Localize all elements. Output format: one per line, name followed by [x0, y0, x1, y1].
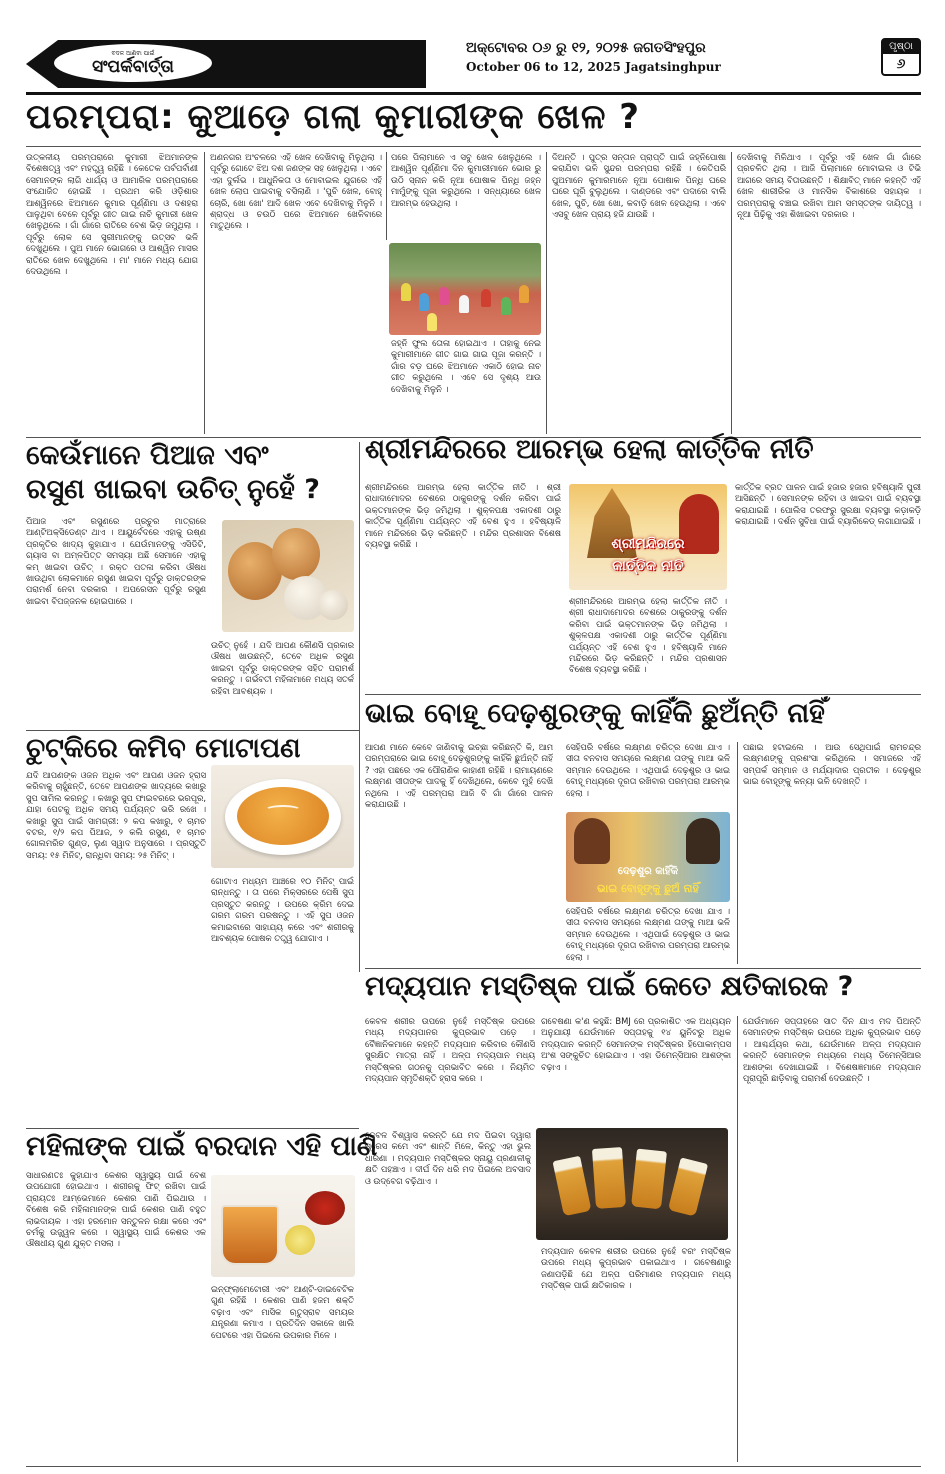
dateline-odia: ଅକ୍ଟୋବର ୦୬ ରୁ ୧୨, ୨୦୨୫ ଜଗତସିଂହପୁର	[466, 40, 706, 56]
madya-article-col3: ଯେଉଁମାନେ ସପ୍ତାହରେ ସାତ ଦିନ ଯାଏ ମଦ ପିଅନ୍ତି ସେମାନଙ୍କ ମସ୍ତିଷ୍କ ଉପରେ ଅଧିକ କୁପ୍ରଭାବ ପଡ଼େ । ଆଶ୍ଚର୍ଯ୍ୟର କଥା, ଯେଉଁମାନେ ଅଳ୍ପ ମଦ୍ୟପାନ କରନ୍ତି ସେମାନଙ୍କ ମଧ୍ୟରେ ମଧ୍ୟ ଡିମେନ୍ସିଆର ଆଶଙ୍କା ଦେଖାଯାଇଛି । ବିଶେଷଜ୍ଞମାନେ ମଦ୍ୟପାନ ପୂରାପୂରି ଛାଡ଼ିବାକୁ ପରାମର୍ଶ ଦେଉଛନ୍ତି ।	[743, 1016, 921, 1084]
main-article-col3b: ଜହ୍ନି ଫୁଲ ତୋଳା ହୋଇଥାଏ । ତାହାକୁ ନେଇ କୁମାରୀମାନେ ଗୀତ ଗାଇ ଗାଇ ପୂଜା କରନ୍ତି । ଗାଁର ବଡ଼ ଘରେ ଝିଅମାନେ ଏକାଠି ହୋଇ ନାଚ ଗୀତ କରୁଥିଲେ । ଏବେ ସେ ଦୃଶ୍ୟ ଆଉ ଦେଖିବାକୁ ମିଳୁନି ।	[391, 338, 541, 394]
dateline-english: October 06 to 12, 2025 Jagatsinghpur	[466, 60, 721, 74]
chutki-article-col2: ଗୋଟାଏ ମଧ୍ୟମ ଆଞ୍ଚରେ ୧୦ ମିନିଟ୍ ପାଇଁ ରାନ୍ଧନ୍ତୁ । ତା ପରେ ମିକ୍ସରରେ ପେଷି ସୁପ ପ୍ରସ୍ତୁତ କରନ୍ତୁ । ଉପରେ କ୍ରିମ ଦେଇ ଗରମ ଗରମ ପରଷନ୍ତୁ । ଏହି ସୁପ ଓଜନ କମାଇବାରେ ସାହାଯ୍ୟ କରେ ଏବଂ ଶରୀରକୁ ଆବଶ୍ୟକ ପୋଷକ ତତ୍ତ୍ୱ ଯୋଗାଏ ।	[211, 876, 354, 944]
column-divider	[737, 1016, 738, 1462]
masthead-rule	[26, 92, 921, 95]
mahila-headline: ମହିଳାଙ୍କ ପାଇଁ ବରଦାନ ଏହି ପାଣି	[26, 1131, 378, 1162]
temple-article-col1: ଶ୍ରୀମନ୍ଦିରରେ ଆରମ୍ଭ ହେଲା କାର୍ତ୍ତିକ ନୀତି । ଶ୍ରୀ ରାଧାଦାମୋଦର ବେଶରେ ଠାକୁରଙ୍କୁ ଦର୍ଶନ କରିବା ପାଇଁ ଭକ୍ତମାନଙ୍କ ଭିଡ଼ ଜମିଥିଲା । ଶୁକ୍ଳପକ୍ଷ ଏକାଦଶୀ ଠାରୁ କାର୍ତ୍ତିକ ପୂର୍ଣ୍ଣିମା ପର୍ଯ୍ୟନ୍ତ ଏହି ବେଶ ହୁଏ । ହବିଷ୍ୟାଳି ମାନେ ମନ୍ଦିରରେ ଭିଡ଼ କରିଛନ୍ତି । ମନ୍ଦିର ପ୍ରଶାସନ ବିଶେଷ ବ୍ୟବସ୍ଥା କରିଛି ।	[365, 482, 561, 550]
mahila-article-col1: ସାଧାରଣତଃ କୁହାଯାଏ କେଶର ସ୍ୱାସ୍ଥ୍ୟ ପାଇଁ ବେଶ ଉପଯୋଗୀ ହୋଇଥାଏ । ଶରୀରକୁ ଫିଟ୍ ରଖିବା ପାଇଁ ପ୍ରାୟତଃ ଆମ୍ଭେମାନେ କେଶର ପାଣି ପିଇଥାଉ । ବିଶେଷ କରି ମହିଳାମାନଙ୍କ ପାଇଁ କେଶର ପାଣି ବହୁତ ଲାଭଦାୟକ । ଏହା ହରମୋନ ସନ୍ତୁଳନ ରକ୍ଷା କରେ ଏବଂ ଚର୍ମକୁ ଉଜ୍ଜ୍ୱଳ କରେ । ସ୍ୱାସ୍ଥ୍ୟ ପାଇଁ କେଶର ଏକ ଔଷଧୀୟ ଗୁଣ ଯୁକ୍ତ ମସଲା ।	[26, 1170, 206, 1249]
madya-article-col2b: ମଦ୍ୟପାନ କେବଳ ଶରୀର ଉପରେ ନୁହେଁ ବରଂ ମସ୍ତିଷ୍କ ଉପରେ ମଧ୍ୟ କୁପ୍ରଭାବ ପକାଇଥାଏ । ଗବେଷଣାରୁ ଜଣାପଡ଼ିଛି ଯେ ଅଳ୍ପ ପରିମାଣର ମଦ୍ୟପାନ ମଧ୍ୟ ମସ୍ତିଷ୍କ ପାଇଁ କ୍ଷତିକାରକ ।	[541, 1246, 731, 1291]
dateline	[466, 40, 826, 74]
newspaper-name: ସଂପର୍କବାର୍ତ୍ତା	[92, 56, 174, 77]
bhai-article-col1: ଆପଣ ମାନେ କେବେ ଜାଣିବାକୁ ଇଚ୍ଛା କରିଛନ୍ତି କି, ଆମ ପରମ୍ପରାରେ ଭାଇ ବୋହୂ ଦେଢ଼ଶୁରଙ୍କୁ କାହିଁକି ଛୁଅଁନ୍ତି ନାହିଁ ? ଏହା ପଛରେ ଏକ ପୌରାଣିକ କାହାଣୀ ରହିଛି । ରାମାୟଣରେ ଲକ୍ଷ୍ମଣ ସୀତାଙ୍କ ପାଦକୁ ହିଁ ଦେଖିଥିଲେ, କେବେ ମୁହଁ ଦେଖି ନଥିଲେ । ଏହି ପରମ୍ପରା ଆଜି ବି ଗାଁ ଗାଁରେ ପାଳନ କରାଯାଉଛି ।	[365, 742, 553, 810]
chutki-article-col1: ଯଦି ଆପଣଙ୍କ ଓଜନ ଅଧିକ ଏବଂ ଆପଣ ଓଜନ ହ୍ରାସ କରିବାକୁ ଚାହୁଁଛନ୍ତି, ତେବେ ଆପଣଙ୍କ ଖାଦ୍ୟରେ କଖାରୁ ସୁପ ସାମିଲ କରନ୍ତୁ । କଖାରୁ ସୁପ ଫାଇବରରେ ଭରପୂର, ଯାହା ପେଟକୁ ଅଧିକ ସମୟ ପର୍ଯ୍ୟନ୍ତ ଭରି ରଖେ । କଖାରୁ ସୁପ ପାଇଁ ସାମଗ୍ରୀ: ୨ କପ କଖାରୁ, ୧ ଚାମଚ ବଟର, ୧/୨ କପ ପିଆଜ, ୨ କଲି ରସୁଣ, ୧ ଚାମଚ ଗୋଲମରିଚ ଗୁଣ୍ଡ, ଲୁଣ ସ୍ୱାଦ ଅନୁସାରେ । ପ୍ରସ୍ତୁତି ସମୟ: ୧୫ ମିନିଟ୍, ରାନ୍ଧିବା ସମୟ: ୨୫ ମିନିଟ୍ ।	[26, 770, 206, 860]
temple-caption-line1: ଶ୍ରୀମନ୍ଦିରରେ	[611, 536, 685, 552]
headline-rule	[26, 146, 921, 147]
madya-article-col2: ଗବେଷଣା କ'ଣ କହୁଛି: BMJ ରେ ପ୍ରକାଶିତ ଏକ ଅଧ୍ୟୟନ ଅନୁଯାୟୀ ଯେଉଁମାନେ ସପ୍ତାହକୁ ୧୪ ୟୁନିଟରୁ ଅଧିକ ମଦ୍ୟପାନ କରନ୍ତି ସେମାନଙ୍କ ମସ୍ତିଷ୍କର ହିପୋକାମ୍ପସ ଅଂଶ ସଙ୍କୁଚିତ ହୋଇଯାଏ । ଏହା ଡିମେନ୍ସିଆର ଆଶଙ୍କା ବଢ଼ାଏ ।	[541, 1016, 731, 1072]
mahila-article-col2: ଇନ୍‌ଫ୍ଲାମେଟୋରୀ ଏବଂ ଆଣ୍ଟି-ଡାଇବେଟିକ ଗୁଣ ରହିଛି । କେଶର ପାଣି ହଜମ ଶକ୍ତି ବଢ଼ାଏ ଏବଂ ମାସିକ ଋତୁସ୍ରାବ ସମୟର ଯନ୍ତ୍ରଣା କମାଏ । ପ୍ରତିଦିନ ସକାଳେ ଖାଲି ପେଟରେ ଏହା ପିଇଲେ ଉପକାର ମିଳେ ।	[211, 1284, 354, 1340]
newspaper-logo	[54, 44, 212, 82]
temple-article-col2: କାର୍ତ୍ତିକ ବ୍ରତ ପାଳନ ପାଇଁ ହଜାର ହଜାର ହବିଷ୍ୟାଳି ପୁରୀ ଆସିଛନ୍ତି । ସେମାନଙ୍କ ରହିବା ଓ ଖାଇବା ପାଇଁ ବ୍ୟବସ୍ଥା କରାଯାଇଛି । ପୋଲିସ ତରଫରୁ ସୁରକ୍ଷା ବ୍ୟବସ୍ଥା କଡ଼ାକଡ଼ି କରାଯାଇଛି । ଦର୍ଶନ ସୁବିଧା ପାଇଁ ବ୍ୟାରିକେଡ୍ ଲଗାଯାଇଛି ।	[735, 482, 921, 527]
temple-headline: ଶ୍ରୀମନ୍ଦିରରେ ଆରମ୍ଭ ହେଲା କାର୍ତ୍ତିକ ନୀତି	[365, 434, 814, 465]
temple-article-col1-cont: ଶ୍ରୀମନ୍ଦିରରେ ଆରମ୍ଭ ହେଲା କାର୍ତ୍ତିକ ନୀତି । ଶ୍ରୀ ରାଧାଦାମୋଦର ବେଶରେ ଠାକୁରଙ୍କୁ ଦର୍ଶନ କରିବା ପାଇଁ ଭକ୍ତମାନଙ୍କ ଭିଡ଼ ଜମିଥିଲା । ଶୁକ୍ଳପକ୍ଷ ଏକାଦଶୀ ଠାରୁ କାର୍ତ୍ତିକ ପୂର୍ଣ୍ଣିମା ପର୍ଯ୍ୟନ୍ତ ଏହି ବେଶ ହୁଏ । ହବିଷ୍ୟାଳି ମାନେ ମନ୍ଦିରରେ ଭିଡ଼ କରିଛନ୍ତି । ମନ୍ଦିର ପ୍ରଶାସନ ବିଶେଷ ବ୍ୟବସ୍ଥା କରିଛି ।	[569, 596, 727, 675]
section-rule	[26, 1128, 359, 1129]
page-number: ୬	[896, 56, 906, 72]
onion-garlic-photo	[222, 520, 354, 632]
column-divider	[204, 152, 205, 434]
saffron-water-photo	[211, 1175, 355, 1277]
column-divider	[359, 442, 360, 972]
bhai-article-col2-cont: ସେହିପରି ବର୍ଷରେ ଲକ୍ଷ୍ମଣ ଚରିତ୍ର ଦେଖା ଯାଏ । ସୀତା ବନବାସ ସମୟରେ ଲକ୍ଷ୍ମଣ ତାଙ୍କୁ ମାଆ ଭଳି ସମ୍ମାନ ଦେଉଥିଲେ । ଏଥିପାଇଁ ଦେଢ଼ଶୁର ଓ ଭାଇ ବୋହୂ ମଧ୍ୟରେ ଦୂରତା ରଖିବାର ପରମ୍ପରା ଆରମ୍ଭ ହେଲା ।	[566, 906, 730, 962]
section-rule	[26, 730, 359, 731]
temple-photo	[569, 484, 727, 590]
chutki-headline: ଚୁଟ୍‌କିରେ କମିବ ମୋଟାପଣ	[26, 733, 301, 764]
onion-headline-line2: ରସୁଣ ଖାଇବା ଉଚିତ୍ ନୁହେଁ ?	[26, 474, 320, 505]
page-label: ପୃଷ୍ଠା	[883, 40, 919, 54]
temple-caption-line2: କାର୍ତ୍ତିକ ନୀତି	[612, 558, 684, 574]
bhai-caption-line1: ଦେଢ଼ଶୁର କାହିଁକି	[617, 866, 679, 877]
column-divider	[546, 152, 547, 434]
pumpkin-soup-photo	[211, 765, 354, 868]
main-article-col2: ଅଣନଗର ଅଂଚଳରେ ଏହି ଖେଳ ଦେଖିବାକୁ ମିଳୁଥିଲା । ପୂର୍ବରୁ ଗୋଟେ ଝିଅ ଦଶ ଜଣଙ୍କ ସହ ଖେଳୁଥିଲା । ଏବେ ଏହା ଦୁର୍ଲଭ । ଆଧୁନିକତା ଓ ମୋବାଇଲ ଯୁଗରେ ଏହି ଖେଳ ଲୋପ ପାଇବାକୁ ବସିଲାଣି । 'ପୁଚି ଖେଳ, ବୋହୂ ଚୋରି, ଖୋ ଖୋ' ଆଦି ଖେଳ ଏବେ ଦେଖିବାକୁ ମିଳୁନି । ଶ୍ରାଦ୍ଧ ଓ ଚଉଠି ପରେ ଝିଅମାନେ ଖେଳିବାରେ ମାତୁଥିଲେ ।	[210, 152, 382, 231]
masthead-tagline: ବଦଳ ଆଣିବା ପାଇଁ	[111, 49, 155, 57]
bhai-article-col3: ପଛାଇ ହଟାଇଲେ । ଆଉ ସେଥିପାଇଁ ରାମଚନ୍ଦ୍ର ଲକ୍ଷ୍ମଣଙ୍କୁ ପ୍ରଶଂସା କରିଥିଲେ । ସମାଜରେ ଏହି ସମ୍ପର୍କ ସମ୍ମାନ ଓ ମର୍ଯ୍ୟାଦାର ପ୍ରତୀକ । ଦେଢ଼ଶୁର ଭାଇ ବୋହୂଙ୍କୁ କନ୍ୟା ଭଳି ଦେଖନ୍ତି ।	[743, 742, 921, 787]
beer-glasses-photo	[536, 1128, 728, 1240]
bhai-article-col2: ସେହିପରି ବର୍ଷରେ ଲକ୍ଷ୍ମଣ ଚରିତ୍ର ଦେଖା ଯାଏ । ସୀତା ବନବାସ ସମୟରେ ଲକ୍ଷ୍ମଣ ତାଙ୍କୁ ମାଆ ଭଳି ସମ୍ମାନ ଦେଉଥିଲେ । ଏଥିପାଇଁ ଦେଢ଼ଶୁର ଓ ଭାଇ ବୋହୂ ମଧ୍ୟରେ ଦୂରତା ରଖିବାର ପରମ୍ପରା ଆରମ୍ଭ ହେଲା ।	[566, 742, 730, 798]
main-article-col3: ପରେ ପିଲାମାନେ ଏ ସବୁ ଖେଳ ଖେଳୁଥିଲେ । ଆଶ୍ୱିନ ପୂର୍ଣ୍ଣିମା ଦିନ କୁମାରୀମାନେ ଭୋର ରୁ ଉଠି ସ୍ନାନ କରି ନୂଆ ପୋଷାକ ପିନ୍ଧି ଜହ୍ନ ମାମୁଁଙ୍କୁ ପୂଜା କରୁଥିଲେ । ସନ୍ଧ୍ୟାରେ ଖେଳ ଆରମ୍ଭ ହେଉଥିଲା ।	[391, 152, 541, 208]
page-bottom-rule	[26, 1466, 921, 1467]
main-headline: ପରମ୍ପରା: କୁଆଡ଼େ ଗଲା କୁମାରୀଙ୍କ ଖେଳ ?	[26, 97, 640, 137]
main-article-col1: ଉତ୍କଳୀୟ ପରମ୍ପରାରେ କୁମାରୀ ଝିଅମାନଙ୍କ ବିଶେଷତ୍ୱ ଏବଂ ମହତ୍ତ୍ୱ ରହିଛି । କେତେକ ପର୍ବପର୍ବାଣୀ ସେମାନଙ୍କ ଲାଗି ଧାର୍ଯ୍ୟ ଓ ଆମାରିକ ପରମ୍ପରାରେ ସଂଯୋଜିତ ହୋଇଛି । ପ୍ରଥମ କରି ଓଡ଼ିଶାର ଆଶ୍ୱିନରେ ଝିଅମାନେ କୁମାର ପୂର୍ଣ୍ଣିମା ଓ ଦଶହରା ପାଳୁଥିବା ବେଳେ ପୂର୍ବରୁ ଗୀତ ଗାଇ ନାଚି କୁମାରୀ ଖେଳ ଖେଳୁଥିଲେ । ଗାଁ ଗାଁରେ ରାତିରେ ବେଶ ଭିଡ଼ ଜମୁଥିଲା । ପୂର୍ବରୁ ଲୋକ ସେ ସ୍ତ୍ରୀମାନଙ୍କୁ ଉତ୍ସବ ଭଳି ଦେଖୁଥିଲେ । ପୁଅ ମାନେ ଭୋଗରେ ଓ ଆଶ୍ୱିନ ମାସର ରାତିରେ ଖେଳ ଦେଖୁଥିଲେ । ମା' ମାନେ ମଧ୍ୟ ଯୋଗ ଦେଉଥିଲେ ।	[26, 152, 198, 277]
section-rule	[365, 694, 921, 695]
section-rule	[365, 968, 921, 969]
madya-article-col1: କେବଳ ଶରୀର ଉପରେ ନୁହେଁ ମସ୍ତିଷ୍କ ଉପରେ ମଧ୍ୟ ମଦ୍ୟପାନର କୁପ୍ରଭାବ ପଡ଼େ । ବୈଜ୍ଞାନିକମାନେ କହନ୍ତି ମଦ୍ୟପାନ କରିବାର କୌଣସି ସୁରକ୍ଷିତ ମାତ୍ରା ନାହିଁ । ଅଳ୍ପ ମଦ୍ୟପାନ ମଧ୍ୟ ମସ୍ତିଷ୍କର ଗଠନକୁ ପ୍ରଭାବିତ କରେ । ନିୟମିତ ମଦ୍ୟପାନ ସ୍ମୃତିଶକ୍ତି ହ୍ରାସ କରେ ।	[365, 1016, 535, 1084]
onion-article-col1: ପିଆଜ ଏବଂ ରସୁଣରେ ପ୍ରଚୁର ମାତ୍ରାରେ ଆଣ୍ଟିଅକ୍ସିଡେଣ୍ଟ ଥାଏ । ଆୟୁର୍ବେଦରେ ଏହାକୁ ଉଷ୍ଣ ପ୍ରକୃତିର ଖାଦ୍ୟ କୁହାଯାଏ । ଯେଉଁମାନଙ୍କୁ ଏସିଡିଟି, ଗ୍ୟାସ ବା ଅମ୍ଳପିତ୍ତ ସମସ୍ୟା ଅଛି ସେମାନେ ଏହାକୁ କମ୍ ଖାଇବା ଉଚିତ୍ । ରକ୍ତ ପତଳା କରିବା ଔଷଧ ଖାଉଥିବା ଲୋକମାନେ ରସୁଣ ଖାଇବା ପୂର୍ବରୁ ଡାକ୍ତରଙ୍କ ପରାମର୍ଶ ନେବା ଦରକାର । ଅପରେସନ ପୂର୍ବରୁ ରସୁଣ ଖାଇବା ବିପଜ୍ଜନକ ହୋଇପାରେ ।	[26, 516, 206, 606]
main-article-col4: ଦିଅନ୍ତି । ପୁତ୍ର ସନ୍ତାନ ପ୍ରାପ୍ତି ପାଇଁ ଜହ୍ନିପୋଷା କରାଯିବା ଭଳି ସୁନ୍ଦର ପରମ୍ପରା ରହିଛି । କେତିପରି ପୁଅମାନେ କୁମାରମାନେ ନୂଆ ପୋଷାକ ପିନ୍ଧି ଘରେ ଘରେ ଘୂରି ବୁଲୁଥିଲେ । ଦାଣ୍ଡରେ ଏବଂ ପଦାରେ ବାଲି ଖେଳ, ପୁଚି, ଖୋ ଖୋ, କବାଡ଼ି ଖେଳ ହେଉଥିଲା । ଏବେ ଏସବୁ ଖେଳ ପ୍ରାୟ ହଜି ଯାଉଛି ।	[552, 152, 726, 220]
bhai-headline: ଭାଇ ବୋହୂ ଦେଢ଼ଶୁରଙ୍କୁ କାହିଁକି ଛୁଅଁନ୍ତି ନାହିଁ	[365, 698, 825, 729]
onion-headline-line1: କେଉଁମାନେ ପିଆଜ ଏବଂ	[26, 440, 269, 471]
bhai-bohu-photo	[566, 812, 730, 902]
column-divider	[386, 152, 387, 240]
page-number-box	[881, 38, 921, 76]
main-article-col5: ଦେଖିବାକୁ ମିଳିଥାଏ । ପୂର୍ବରୁ ଏହି ଖେଳ ଗାଁ ଗାଁରେ ପ୍ରଚଳିତ ଥିଲା । ଆଜି ପିଲାମାନେ ମୋବାଇଲ ଓ ଟିଭି ଆଗରେ ସମୟ ବିତାଉଛନ୍ତି । ଶିକ୍ଷାବିତ୍ ମାନେ କହନ୍ତି ଏହି ଖେଳ ଶାରୀରିକ ଓ ମାନସିକ ବିକାଶରେ ସହାୟକ । ପରମ୍ପରାକୁ ବଞ୍ଚାଇ ରଖିବା ଆମ ସମସ୍ତଙ୍କ ଦାୟିତ୍ୱ । ନୂଆ ପିଢ଼ିକୁ ଏହା ଶିଖାଇବା ଦରକାର ।	[737, 152, 921, 220]
madya-headline: ମଦ୍ୟପାନ ମସ୍ତିଷ୍କ ପାଇଁ କେତେ କ୍ଷତିକାରକ ?	[365, 971, 854, 1002]
madya-article-col1b: କେବଳ ବିଶ୍ୱାସ କରନ୍ତି ଯେ ମଦ ପିଇବା ଦ୍ୱାରା ଷ୍ଟ୍ରେସ କମେ ଏବଂ ଶାନ୍ତି ମିଳେ, କିନ୍ତୁ ଏହା ଭୁଲ ଧାରଣା । ମଦ୍ୟପାନ ମସ୍ତିଷ୍କର ସ୍ନାୟୁ ପ୍ରଣାଳୀକୁ କ୍ଷତି ପହଞ୍ଚାଏ । ଦୀର୍ଘ ଦିନ ଧରି ମଦ ପିଇଲେ ଅବସାଦ ଓ ଉଦ୍‌ବେଗ ବଢ଼ିଥାଏ ।	[365, 1130, 531, 1186]
onion-article-col2: ଉଚିତ୍ ନୁହେଁ । ଯଦି ଆପଣ କୌଣସି ପ୍ରକାର ଔଷଧ ଖାଉଛନ୍ତି, ତେବେ ଅଧିକ ରସୁଣ ଖାଇବା ପୂର୍ବରୁ ଡାକ୍ତରଙ୍କ ସହିତ ପରାମର୍ଶ କରନ୍ତୁ । ଗର୍ଭବତୀ ମହିଳାମାନେ ମଧ୍ୟ ସତର୍କ ରହିବା ଆବଶ୍ୟକ ।	[211, 640, 354, 696]
masthead	[26, 36, 921, 90]
column-divider	[731, 152, 732, 434]
children-playing-photo	[389, 243, 541, 335]
column-divider	[737, 742, 738, 964]
bhai-caption-line2: ଭାଇ ବୋହୂଙ୍କୁ ଛୁଅଁ ନାହିଁ	[597, 882, 699, 895]
